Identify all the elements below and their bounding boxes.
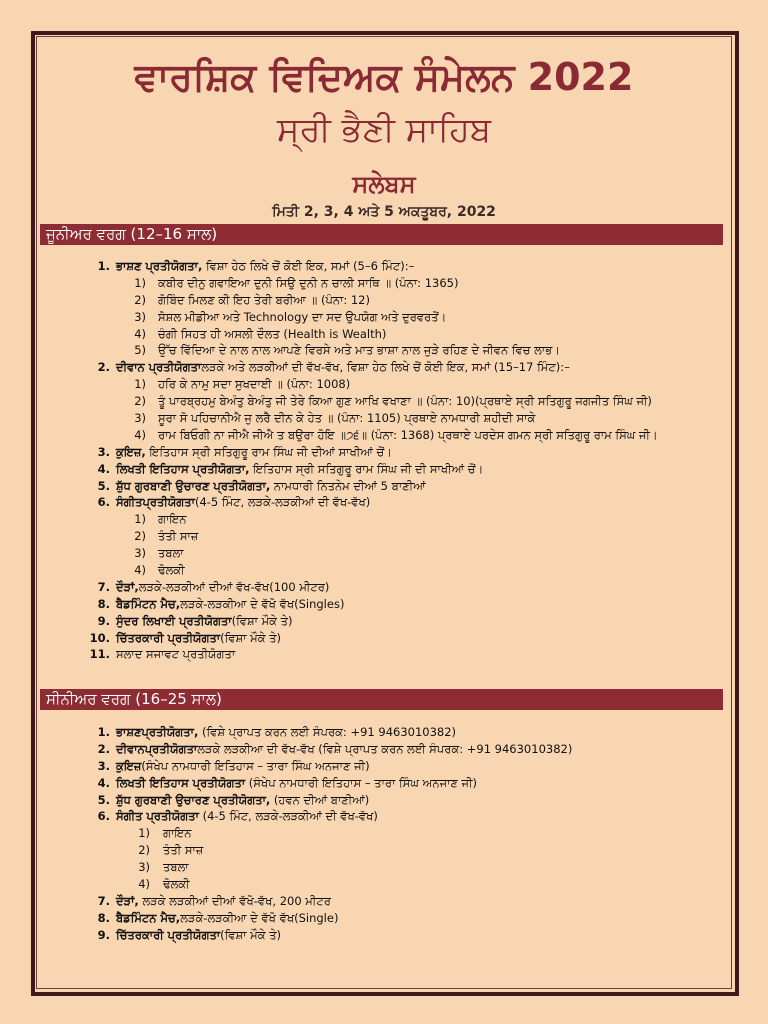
- sub-item-number: 4): [134, 326, 146, 341]
- item-number: 9.: [97, 613, 110, 628]
- item-description: ਲੜਕੇ ਅਤੇ ਲੜਕੀਆਂ ਦੀ ਵੱਖ-ਵੱਖ, ਵਿਸ਼ਾ ਹੇਠ ਲਿਖੇ ਚੋਂ ਕੋਈ ਇਕ, ਸਮਾਂ (15–17 ਮਿੰਟ):–: [201, 360, 570, 375]
- item-description: ਗਾਇਨ: [158, 512, 187, 527]
- junior-section-heading: ਜੂਨੀਅਰ ਵਰਗ (12–16 ਸਾਲ): [40, 224, 723, 245]
- list-item: [0, 494, 768, 511]
- sub-item-number: 3): [134, 546, 146, 561]
- list-item: [0, 792, 768, 809]
- item-text: [158, 511, 186, 528]
- sub-list-item: [0, 528, 768, 545]
- list-item: [0, 258, 768, 275]
- item-description: ਢੋਲਕੀ: [158, 563, 185, 578]
- sub-item-number: 3): [138, 860, 150, 875]
- item-description: ਲੜਕੇ-ਲੜਕੀਆ ਦੇ ਵੱਖੋ ਵੱਖ(Single): [180, 910, 339, 925]
- item-text: [116, 741, 572, 758]
- item-text: [116, 910, 338, 927]
- item-number: 3.: [97, 758, 110, 773]
- item-text: [116, 775, 477, 792]
- item-text: [158, 326, 386, 343]
- item-description: ਰਾਮ ਬਿਓਗੀ ਨਾ ਜੀਐ ਜੀਐ ਤ ਬਉਰਾ ਹੋਇ ॥੭੬॥ (ਪੰਨਾ: 1368) ਪ੍ਰਥਾਏ ਪਰਦੇਸ ਗਮਨ ਸ੍ਰੀ ਸਤਿਗੁਰੂ ਰਾਮ ਸਿੰਘ ਜੀ।: [158, 427, 658, 442]
- item-text: [116, 478, 426, 495]
- sub-list-item: [0, 562, 768, 579]
- item-text: [116, 359, 570, 376]
- item-text: [116, 646, 235, 663]
- sub-list-item: [0, 275, 768, 292]
- item-number: 4.: [97, 775, 110, 790]
- list-item: [0, 444, 768, 461]
- sub-item-number: 3): [134, 411, 146, 426]
- item-title: ਸ਼ੁੱਧ ਗੁਰਬਾਣੀ ਉਚਾਰਣ ਪ੍ਰਤੀਯੋਗਤਾ,: [116, 792, 271, 807]
- item-description: (ਹਵਨ ਦੀਆਂ ਬਾਣੀਆਂ): [270, 792, 370, 807]
- item-number: 7.: [97, 893, 110, 908]
- item-description: ਚੰਗੀ ਸਿਹਤ ਹੀ ਅਸਲੀ ਦੌਲਤ (Health is Wealth): [158, 326, 387, 341]
- sub-item-number: 4): [134, 563, 146, 578]
- item-text: [158, 292, 370, 309]
- item-number: 1.: [97, 725, 110, 739]
- sub-item-number: 2): [134, 529, 146, 544]
- item-description: ਤੰਤੀ ਸਾਜ਼: [158, 529, 199, 544]
- list-item: [0, 741, 768, 758]
- sub-list-item: [0, 859, 768, 876]
- list-item: [0, 927, 768, 944]
- item-title: ਕੁਇਜ਼: [116, 758, 142, 773]
- sub-item-number: 4): [134, 427, 146, 442]
- item-description: ਸਲਾਦ ਸਜਾਵਟ ਪ੍ਰਤੀਯੋਗਤਾ: [116, 647, 236, 662]
- item-description: ਤਬਲਾ: [158, 546, 184, 561]
- item-text: [158, 275, 458, 292]
- list-item: [0, 478, 768, 495]
- item-text: [116, 808, 378, 825]
- item-text: [116, 596, 344, 613]
- item-number: 1.: [97, 259, 110, 273]
- item-description: (ਸੰਖੇਪ ਨਾਮਧਾਰੀ ਇਤਿਹਾਸ – ਤਾਰਾ ਸਿੰਘ ਅਨਜਾਣ ਜੀ): [245, 775, 478, 790]
- list-item: [0, 724, 768, 741]
- sub-list-item: [0, 511, 768, 528]
- item-number: 5.: [97, 478, 110, 493]
- sub-list-item: [0, 427, 768, 444]
- item-description: ਇਤਿਹਾਸ ਸ੍ਰੀ ਸਤਿਗੁਰੂ ਰਾਮ ਸਿੰਘ ਜੀ ਦੀ ਸਾਖੀਆਂ ਚੋਂ।: [249, 461, 484, 476]
- item-description: ਸੋਸ਼ਲ ਮੀਡੀਆ ਅਤੇ Technology ਦਾ ਸਦ ਉਪਯੋਗ ਅਤੇ ਦੁਰਵਰਤੋਂ।: [158, 309, 447, 324]
- item-description: (4-5 ਮਿੰਟ, ਲੜਕੇ-ਲੜਕੀਆਂ ਦੀ ਵੱਖ-ਵੱਖ): [198, 809, 378, 824]
- item-title: ਚਿੱਤਰਕਾਰੀ ਪ੍ਰਤੀਯੋਗਤਾ: [116, 927, 221, 942]
- item-title: ਸੁੰਦਰ ਲਿਖਾਈ ਪ੍ਰਤੀਯੋਗਤਾ: [116, 613, 232, 628]
- item-text: [116, 461, 483, 478]
- item-description: ਨਾਮਧਾਰੀ ਨਿਤਨੇਮ ਦੀਆਂ 5 ਬਾਣੀਆਂ: [270, 478, 426, 493]
- list-item: [0, 808, 768, 825]
- list-item: [0, 775, 768, 792]
- item-title: ਸੰਗੀਤਪ੍ਰਤੀਯੋਗਤਾ: [116, 495, 195, 510]
- item-text: [158, 393, 652, 410]
- item-text: [163, 876, 190, 893]
- item-title: ਦੌੜਾਂ,: [116, 579, 139, 594]
- item-number: 8.: [97, 910, 110, 925]
- item-text: [116, 258, 414, 275]
- item-text: [116, 724, 456, 741]
- sub-list-item: [0, 410, 768, 427]
- sub-item-number: 1): [134, 377, 146, 392]
- item-description: ਗੋਬਿੰਦ ਮਿਲਣ ਕੀ ਇਹ ਤੇਰੀ ਬਰੀਆ ॥ (ਪੰਨਾ: 12): [158, 292, 370, 307]
- page-title: ਵਾਰਸ਼ਿਕ ਵਿਦਿਅਕ ਸੰਮੇਲਨ 2022: [134, 55, 634, 99]
- list-item: [0, 579, 768, 596]
- sub-item-number: 1): [134, 512, 146, 527]
- item-number: 6.: [97, 809, 110, 824]
- item-description: ਉੱਚ ਵਿੱਦਿਆ ਦੇ ਨਾਲ ਨਾਲ ਆਪਣੇ ਵਿਰਸੇ ਅਤੇ ਮਾਤ ਭਾਸ਼ਾ ਨਾਲ ਜੁੜੇ ਰਹਿਣ ਦੇ ਜੀਵਨ ਵਿਚ ਲਾਭ।: [158, 343, 560, 358]
- item-text: [116, 792, 369, 809]
- item-number: 8.: [97, 596, 110, 611]
- item-description: ਇਤਿਹਾਸ ਸ੍ਰੀ ਸਤਿਗੁਰੂ ਰਾਮ ਸਿੰਘ ਜੀ ਦੀਆਂ ਸਾਖੀਆਂ ਚੋਂ।: [145, 444, 393, 459]
- sub-list-item: [0, 326, 768, 343]
- item-text: [163, 859, 189, 876]
- item-text: [158, 410, 535, 427]
- item-text: [116, 893, 331, 910]
- item-text: [163, 825, 191, 842]
- syllabus-heading: ਸਲੇਬਸ: [352, 170, 416, 198]
- item-text: [116, 579, 329, 596]
- sub-list-item: [0, 393, 768, 410]
- item-text: [116, 630, 281, 647]
- item-number: 4.: [97, 461, 110, 476]
- item-text: [158, 376, 350, 393]
- sub-list-item: [0, 825, 768, 842]
- item-title: ਦੀਵਾਨਪ੍ਰਤੀਯੋਗਤਾ: [116, 741, 198, 756]
- item-description: ਹਰਿ ਕੇ ਨਾਮੁ ਸਦਾ ਸੁਖਦਾਈ ॥ (ਪੰਨਾ: 1008): [158, 377, 351, 392]
- list-item: [0, 646, 768, 663]
- senior-section-heading: ਸੀਨੀਅਰ ਵਰਗ (16–25 ਸਾਲ): [40, 689, 723, 710]
- item-title: ਸ਼ੁੱਧ ਗੁਰਬਾਣੀ ਉਚਾਰਣ ਪ੍ਰਤੀਯੋਗਤਾ,: [116, 478, 271, 493]
- item-title: ਬੈਡਮਿੰਟਨ ਮੈਚ,: [116, 596, 181, 611]
- item-text: [116, 613, 293, 630]
- event-date: ਮਿਤੀ 2, 3, 4 ਅਤੇ 5 ਅਕਤੂਬਰ, 2022: [272, 204, 496, 220]
- sub-item-number: 2): [134, 292, 146, 307]
- sub-list-item: [0, 292, 768, 309]
- item-text: [116, 444, 392, 461]
- list-item: [0, 893, 768, 910]
- sub-list-item: [0, 545, 768, 562]
- item-number: 5.: [97, 792, 110, 807]
- item-description: ਸੂਰਾ ਸੋ ਪਹਿਚਾਨੀਐ ਜੁ ਲਰੈ ਦੀਨ ਕੇ ਹੇਤ ॥ (ਪੰਨਾ: 1105) ਪ੍ਰਥਾਏ ਨਾਮਧਾਰੀ ਸ਼ਹੀਦੀ ਸਾਕੇ: [158, 411, 536, 426]
- item-text: [116, 758, 370, 775]
- item-title: ਭਾਸ਼ਣਪ੍ਰਤੀਯੋਗਤਾ,: [116, 725, 199, 739]
- list-item: [0, 630, 768, 647]
- sub-list-item: [0, 309, 768, 326]
- item-number: 9.: [97, 927, 110, 942]
- item-description: ਕਬੀਰ ਦੀਨੁ ਗਵਾਇਆ ਦੁਨੀ ਸਿਉ ਦੁਨੀ ਨ ਚਾਲੀ ਸਾਥਿ ॥ (ਪੰਨਾ: 1365): [158, 275, 459, 290]
- item-title: ਚਿੱਤਰਕਾਰੀ ਪ੍ਰਤੀਯੋਗਤਾ: [116, 630, 221, 645]
- list-item: [0, 613, 768, 630]
- item-description: (ਵਿਸ਼ੇ ਪ੍ਰਾਪਤ ਕਰਨ ਲਈ ਸੰਪਰਕ: +91 9463010382): [198, 725, 457, 739]
- item-text: [163, 842, 203, 859]
- sub-item-number: 1): [134, 275, 146, 290]
- item-title: ਸੰਗੀਤ ਪ੍ਰਤੀਯੋਗਤਾ: [116, 809, 199, 824]
- item-description: ਤੂੰ ਪਾਰਬ੍ਰਹਮੁ ਬੇਅੰਤੁ ਬੇਅੰਤੁ ਜੀ ਤੇਰੇ ਕਿਆ ਗੁਣ ਆਖਿ ਵਖਾਣਾ ॥ (ਪੰਨਾ: 10)(ਪ੍ਰਥਾਏ ਸ੍ਰੀ ਸਤਿਗੁਰੂ ਜਗਜੀਤ ਸਿੰਘ ਜੀ): [158, 394, 652, 409]
- item-title: ਲਿਖਤੀ ਇਤਿਹਾਸ ਪ੍ਰਤੀਯੋਗਤਾ,: [116, 461, 250, 476]
- item-number: 7.: [97, 579, 110, 594]
- sub-item-number: 5): [134, 343, 146, 358]
- item-description: (ਵਿਸ਼ਾ ਮੌਕੇ ਤੇ): [220, 927, 282, 942]
- list-item: [0, 910, 768, 927]
- item-number: 11.: [89, 647, 110, 662]
- item-number: 2.: [97, 360, 110, 375]
- sub-list-item: [0, 876, 768, 893]
- item-description: (ਵਿਸ਼ਾ ਮੌਕੇ ਤੇ): [220, 630, 282, 645]
- item-description: (ਸੰਖੇਪ ਨਾਮਧਾਰੀ ਇਤਿਹਾਸ – ਤਾਰਾ ਸਿੰਘ ਅਨਜਾਣ ਜੀ): [141, 758, 370, 773]
- sub-list-item: [0, 842, 768, 859]
- item-title: ਕੁਇਜ਼,: [116, 444, 146, 459]
- item-text: [158, 427, 658, 444]
- item-title: ਬੈਡਮਿੰਟਨ ਮੈਚ,: [116, 910, 181, 925]
- item-description: ਲੜਕੇ-ਲੜਕੀਆ ਦੇ ਵੱਖੋ ਵੱਖ(Singles): [180, 596, 345, 611]
- sub-item-number: 4): [138, 877, 150, 892]
- item-description: ਲੜਕੇ ਲੜਕੀਆਂ ਦੀਆਂ ਵੱਖੋ-ਵੱਖ, 200 ਮੀਟਰ: [138, 893, 331, 908]
- item-text: [158, 309, 446, 326]
- item-text: [158, 562, 185, 579]
- item-number: 3.: [97, 444, 110, 459]
- list-item: [0, 758, 768, 775]
- list-item: [0, 596, 768, 613]
- item-description: ਤਬਲਾ: [163, 860, 189, 875]
- item-title: ਭਾਸ਼ਣ ਪ੍ਰਤੀਯੋਗਤਾ,: [116, 259, 203, 273]
- item-number: 6.: [97, 495, 110, 510]
- item-title: ਦੀਵਾਨ ਪ੍ਰਤੀਯੋਗਤਾ: [116, 360, 202, 375]
- item-description: (ਵਿਸ਼ਾ ਮੌਕੇ ਤੇ): [231, 613, 293, 628]
- senior-item-list: [0, 724, 768, 944]
- item-description: ਢੋਲਕੀ: [163, 877, 190, 892]
- item-description: ਲੜਕੇ ਲੜਕੀਆ ਦੀ ਵੱਖ-ਵੱਖ (ਵਿਸ਼ੇ ਪ੍ਰਾਪਤ ਕਰਨ ਲਈ ਸੰਪਰਕ: +91 9463010382): [197, 741, 573, 756]
- item-title: ਦੌੜਾਂ,: [116, 893, 139, 908]
- sub-item-number: 1): [138, 826, 150, 841]
- item-description: (4-5 ਮਿੰਟ, ਲੜਕੇ-ਲੜਕੀਆਂ ਦੀ ਵੱਖ-ਵੱਖ): [194, 495, 371, 510]
- item-title: ਲਿਖਤੀ ਇਤਿਹਾਸ ਪ੍ਰਤੀਯੋਗਤਾ: [116, 775, 246, 790]
- list-item: [0, 359, 768, 376]
- junior-item-list: [0, 258, 768, 663]
- sub-list-item: [0, 376, 768, 393]
- item-text: [116, 494, 370, 511]
- item-text: [158, 545, 184, 562]
- item-description: ਗਾਇਨ: [163, 826, 192, 841]
- item-description: ਤੰਤੀ ਸਾਜ਼: [163, 843, 204, 858]
- list-item: [0, 461, 768, 478]
- item-text: [158, 342, 560, 359]
- item-number: 10.: [89, 630, 110, 645]
- item-text: [158, 528, 198, 545]
- sub-list-item: [0, 342, 768, 359]
- item-description: ਲੜਕੇ-ਲੜਕੀਆਂ ਦੀਆਂ ਵੱਖ-ਵੱਖ(100 ਮੀਟਰ): [138, 579, 330, 594]
- item-description: ਵਿਸ਼ਾ ਹੇਠ ਲਿਖੇ ਚੋਂ ਕੋਈ ਇਕ, ਸਮਾਂ (5–6 ਮਿੰਟ):–: [202, 259, 415, 273]
- item-number: 2.: [97, 741, 110, 756]
- sub-item-number: 3): [134, 309, 146, 324]
- item-text: [116, 927, 281, 944]
- sub-item-number: 2): [134, 394, 146, 409]
- page-subtitle: ਸ੍ਰੀ ਭੈਣੀ ਸਾਹਿਬ: [276, 110, 492, 150]
- sub-item-number: 2): [138, 843, 150, 858]
